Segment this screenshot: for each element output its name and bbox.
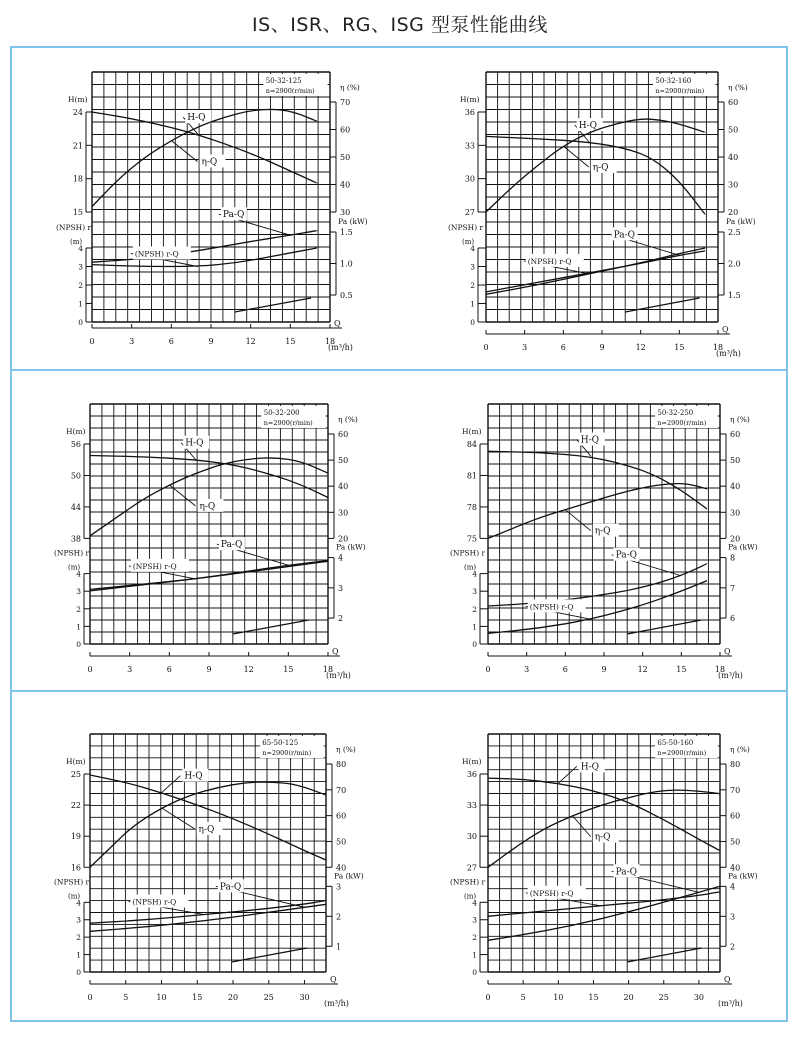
x-unit-label: (m³/h)	[326, 671, 351, 680]
x-tick-label: 30	[299, 993, 310, 1002]
x-axis-letter: Q	[722, 325, 729, 334]
x-unit-label: (m³/h)	[718, 671, 743, 680]
x-tick-label: 9	[206, 665, 212, 674]
speed-label: n=2900(r/min)	[262, 749, 312, 757]
h-tick-label: 25	[70, 770, 81, 779]
model-label: 65-50-125	[262, 739, 299, 747]
x-tick-label: 12	[635, 343, 646, 352]
curve-label-npsh: (NPSH) r-Q	[527, 256, 572, 266]
x-tick-label: 30	[693, 993, 705, 1002]
h-tick-label: 33	[466, 801, 477, 811]
curve-label-eta: η-Q	[201, 157, 218, 168]
npsh-tick-label: 0	[78, 318, 83, 327]
eta-tick-label: 40	[340, 180, 351, 190]
npsh-tick-label: 1	[76, 622, 81, 632]
npsh-tick-label: 4	[76, 898, 81, 908]
h-tick-label: 22	[70, 801, 81, 811]
x-tick-label: 0	[485, 993, 491, 1002]
h-tick-label: 33	[464, 141, 475, 151]
curve-pa	[488, 564, 707, 606]
x-tick-label: 0	[483, 343, 489, 352]
npsh-tick-label: 3	[78, 262, 83, 272]
pa-axis-label: Pa (kW)	[334, 871, 364, 881]
npsh-axis-label: (NPSH) r	[450, 877, 486, 887]
x-axis-letter: Q	[724, 647, 731, 656]
pa-tick-label: 2	[338, 614, 344, 624]
pa-axis-label: Pa (kW)	[726, 217, 756, 226]
x-tick-label: 12	[637, 665, 648, 674]
x-tick-label: 3	[524, 665, 530, 674]
h-tick-label: 81	[466, 471, 477, 481]
pa-tick-label: 1	[336, 942, 342, 952]
eta-tick-label: 50	[730, 456, 741, 466]
eta-tick-label: 40	[730, 863, 741, 873]
npsh-unit-label: (m)	[464, 563, 477, 572]
x-tick-label: 12	[243, 665, 254, 674]
npsh-tick-label: 2	[472, 604, 477, 614]
curve-leader	[162, 776, 181, 793]
chart-2	[448, 72, 756, 358]
h-tick-label: 27	[466, 863, 477, 873]
h-tick-label: 36	[464, 108, 475, 117]
eta-tick-label: 70	[340, 98, 351, 107]
x-axis-letter: Q	[330, 975, 337, 984]
npsh-tick-label: 2	[470, 281, 475, 290]
npsh-axis-label: (NPSH) r	[448, 223, 484, 232]
speed-label: n=2900(r/min)	[657, 419, 707, 427]
eta-tick-label: 40	[728, 153, 739, 162]
x-tick-label: 18	[714, 665, 726, 674]
curve-pa	[486, 251, 705, 292]
eta-tick-label: 40	[338, 482, 349, 492]
pa-tick-label: 4	[730, 882, 736, 892]
h-tick-label: 16	[70, 863, 81, 873]
x-tick-label: 0	[485, 665, 491, 674]
x-tick-label: 6	[168, 337, 174, 346]
curve-leader	[572, 816, 590, 837]
x-unit-label: (m³/h)	[718, 999, 743, 1008]
eta-tick-label: 50	[340, 153, 351, 162]
x-axis-letter: Q	[724, 975, 731, 984]
npsh-unit-label: (m)	[68, 892, 81, 901]
x-tick-label: 15	[192, 993, 203, 1002]
h-axis-label: H(m)	[460, 95, 480, 104]
eta-axis-label: η (%)	[340, 83, 360, 92]
pa-tick-label: 3	[338, 583, 344, 593]
x-tick-label: 10	[156, 993, 167, 1002]
npsh-axis-label: (NPSH) r	[54, 548, 90, 558]
npsh-tick-label: 3	[76, 915, 81, 925]
eta-tick-label: 60	[338, 430, 349, 439]
h-axis-label: H(m)	[66, 427, 86, 436]
x-tick-label: 15	[283, 665, 294, 674]
npsh-unit-label: (m)	[68, 563, 81, 572]
speed-label: n=2900(r/min)	[657, 749, 707, 757]
eta-axis-label: η (%)	[338, 415, 358, 424]
eta-tick-label: 20	[338, 534, 349, 544]
h-tick-label: 19	[70, 832, 81, 842]
eta-tick-label: 50	[338, 456, 349, 466]
model-label: 50-32-125	[265, 77, 302, 85]
pa-axis-label: Pa (kW)	[728, 542, 758, 552]
x-tick-label: 20	[227, 993, 239, 1002]
npsh-tick-label: 0	[472, 640, 477, 649]
pa-tick-label: 2	[730, 942, 736, 952]
pa-tick-label: 3	[336, 882, 342, 892]
npsh-unit-label: (m)	[70, 238, 83, 246]
eta-tick-label: 30	[730, 508, 741, 518]
pa-tick-label: 0.5	[340, 291, 353, 300]
page-title: IS、ISR、RG、ISG 型泵性能曲线	[252, 14, 548, 36]
npsh-tick-label: 1	[472, 950, 477, 960]
npsh-tick-label: 3	[472, 587, 477, 597]
speed-label: n=2900(r/min)	[265, 87, 315, 95]
h-tick-label: 50	[70, 471, 81, 481]
x-tick-label: 10	[553, 993, 564, 1002]
chart-5	[54, 734, 364, 1008]
eta-tick-label: 80	[336, 760, 347, 769]
npsh-tick-label: 3	[76, 587, 81, 597]
curve-label-hq: H-Q	[578, 121, 598, 131]
npsh-axis-label: (NPSH) r	[450, 548, 486, 558]
eta-tick-label: 30	[340, 208, 351, 217]
h-tick-label: 30	[466, 832, 477, 842]
curve-label-eta: η-Q	[199, 501, 216, 512]
curve-label-eta: η-Q	[592, 163, 609, 173]
pa-tick-label: 3	[730, 912, 736, 922]
x-tick-label: 0	[89, 337, 95, 346]
pa-tick-label: 2.0	[728, 259, 741, 269]
x-tick-label: 15	[674, 343, 685, 352]
x-tick-label: 18	[322, 665, 334, 674]
pa-tick-label: 1.5	[340, 228, 353, 237]
h-tick-label: 56	[70, 440, 81, 449]
curve-label-pa: Pa-Q	[615, 867, 638, 878]
eta-tick-label: 70	[730, 785, 741, 795]
pa-tick-label: 7	[730, 583, 736, 593]
h-tick-label: 78	[466, 502, 477, 512]
x-tick-label: 18	[712, 343, 724, 352]
h-tick-label: 15	[72, 208, 83, 217]
speed-label: n=2900(r/min)	[263, 419, 313, 427]
x-tick-label: 15	[285, 337, 296, 346]
h-tick-label: 18	[72, 174, 83, 184]
eta-tick-label: 50	[730, 837, 741, 847]
npsh-tick-label: 3	[470, 262, 475, 272]
eta-axis-label: η (%)	[336, 745, 356, 754]
curve-label-npsh: (NPSH) r-Q	[529, 602, 574, 612]
pa-tick-label: 1.5	[728, 291, 741, 300]
curve-label-pa: Pa-Q	[222, 210, 245, 221]
x-tick-label: 15	[676, 665, 687, 674]
x-tick-label: 20	[623, 993, 634, 1002]
eta-tick-label: 70	[336, 785, 347, 795]
npsh-axis-label: (NPSH) r	[54, 877, 90, 887]
h-axis-label: H(m)	[462, 427, 482, 436]
x-tick-label: 18	[324, 337, 336, 346]
chart-6	[450, 734, 758, 1008]
x-tick-label: 3	[127, 665, 133, 674]
chart-4	[450, 404, 758, 680]
eta-tick-label: 50	[728, 125, 739, 135]
x-tick-label: 5	[123, 993, 129, 1002]
npsh-tick-label: 3	[472, 915, 477, 925]
x-unit-label: (m³/h)	[324, 999, 349, 1008]
npsh-unit-label: (m)	[462, 238, 475, 246]
x-tick-label: 9	[601, 665, 607, 674]
curve-leader	[558, 766, 576, 783]
eta-tick-label: 20	[728, 208, 739, 217]
npsh-tick-label: 2	[76, 933, 81, 943]
h-axis-label: H(m)	[462, 757, 482, 766]
x-tick-label: 6	[560, 343, 566, 352]
npsh-tick-label: 0	[470, 318, 475, 327]
eta-tick-label: 60	[728, 98, 739, 107]
curve-label-hq: H-Q	[187, 113, 206, 124]
speed-label: n=2900(r/min)	[655, 87, 705, 95]
curve-label-pa: Pa-Q	[219, 882, 242, 893]
h-tick-label: 84	[466, 440, 477, 449]
pa-tick-label: 1.0	[340, 259, 353, 269]
npsh-tick-label: 4	[78, 244, 83, 253]
x-tick-label: 5	[520, 993, 526, 1002]
npsh-tick-label: 0	[76, 968, 81, 977]
npsh-tick-label: 2	[76, 604, 81, 614]
h-tick-label: 38	[70, 534, 81, 544]
pa-tick-label: 2.5	[728, 228, 741, 237]
npsh-tick-label: 4	[472, 898, 477, 908]
curve-label-hq: H-Q	[580, 762, 600, 773]
curve-label-pa: Pa-Q	[615, 550, 638, 561]
x-tick-label: 15	[588, 993, 599, 1002]
npsh-tick-label: 1	[472, 622, 477, 632]
curve-hq	[486, 136, 705, 214]
pa-axis-label: Pa (kW)	[728, 871, 758, 881]
x-unit-label: (m³/h)	[328, 343, 353, 352]
x-unit-label: (m³/h)	[716, 349, 741, 358]
eta-tick-label: 40	[730, 482, 741, 492]
h-axis-label: H(m)	[68, 95, 88, 104]
npsh-tick-label: 0	[472, 968, 477, 977]
eta-tick-label: 60	[336, 811, 347, 821]
npsh-tick-label: 1	[76, 950, 81, 960]
curve-pa	[92, 231, 317, 263]
curve-label-hq: H-Q	[185, 438, 204, 449]
eta-tick-label: 40	[336, 863, 347, 873]
h-tick-label: 30	[464, 174, 475, 184]
eta-tick-label: 60	[340, 125, 351, 135]
curve-label-hq: H-Q	[184, 771, 203, 782]
npsh-unit-label: (m)	[464, 892, 477, 901]
npsh-tick-label: 4	[470, 244, 475, 253]
model-label: 50-32-200	[263, 409, 300, 417]
chart-3	[54, 404, 366, 680]
h-axis-label: H(m)	[66, 757, 86, 766]
curve-label-npsh: (NPSH) r-Q	[132, 561, 177, 571]
pa-axis-label: Pa (kW)	[336, 542, 366, 552]
eta-tick-label: 30	[338, 508, 349, 518]
curve-label-npsh: (NPSH) r-Q	[132, 897, 177, 907]
curve-leader	[162, 808, 195, 829]
x-tick-label: 9	[599, 343, 605, 352]
npsh-tick-label: 0	[76, 640, 81, 649]
eta-tick-label: 20	[730, 534, 741, 544]
model-label: 65-50-160	[657, 739, 694, 747]
eta-tick-label: 60	[730, 811, 741, 821]
curve-label-npsh: (NPSH) r-Q	[134, 249, 179, 259]
x-tick-label: 0	[87, 993, 93, 1002]
npsh-tick-label: 2	[78, 281, 83, 290]
x-tick-label: 6	[166, 665, 172, 674]
x-tick-label: 3	[522, 343, 528, 352]
curve-label-eta: η-Q	[594, 832, 611, 843]
pa-axis-label: Pa (kW)	[338, 217, 368, 226]
npsh-tick-label: 1	[78, 299, 83, 309]
h-tick-label: 36	[466, 770, 477, 779]
h-tick-label: 21	[72, 141, 83, 151]
h-tick-label: 27	[464, 208, 475, 217]
curve-label-eta: η-Q	[198, 824, 215, 835]
eta-tick-label: 60	[730, 430, 741, 439]
eta-axis-label: η (%)	[730, 745, 750, 754]
npsh-tick-label: 2	[472, 933, 477, 943]
pa-tick-label: 2	[336, 912, 342, 922]
eta-tick-label: 50	[336, 837, 347, 847]
h-tick-label: 75	[466, 534, 477, 544]
eta-tick-label: 30	[728, 180, 739, 190]
npsh-tick-label: 4	[76, 569, 81, 579]
npsh-tick-label: 4	[472, 569, 477, 579]
x-axis-letter: Q	[332, 647, 339, 656]
pa-tick-label: 8	[730, 553, 736, 563]
x-tick-label: 12	[245, 337, 256, 346]
pa-tick-label: 4	[338, 553, 344, 563]
curve-label-pa: Pa-Q	[220, 540, 243, 551]
curve-label-npsh: (NPSH) r-Q	[529, 888, 574, 898]
x-tick-label: 3	[129, 337, 135, 346]
eta-tick-label: 80	[730, 760, 741, 769]
x-tick-label: 6	[562, 665, 568, 674]
eta-axis-label: η (%)	[730, 415, 750, 424]
x-tick-label: 25	[263, 993, 274, 1002]
pa-tick-label: 6	[730, 614, 736, 624]
x-tick-label: 0	[87, 665, 93, 674]
h-tick-label: 44	[70, 502, 81, 512]
curve-label-eta: η-Q	[594, 526, 611, 537]
chart-1	[56, 72, 368, 352]
curve-label-hq: H-Q	[580, 435, 600, 446]
eta-axis-label: η (%)	[728, 83, 748, 92]
npsh-axis-label: (NPSH) r	[56, 223, 92, 232]
x-tick-label: 9	[208, 337, 214, 346]
x-tick-label: 25	[658, 993, 669, 1002]
curve-npsh	[92, 248, 317, 267]
npsh-tick-label: 1	[470, 299, 475, 309]
model-label: 50-32-250	[657, 409, 694, 417]
h-tick-label: 24	[72, 108, 83, 117]
curve-label-pa: Pa-Q	[613, 230, 636, 241]
model-label: 50-32-160	[655, 77, 692, 85]
x-axis-letter: Q	[334, 319, 341, 328]
